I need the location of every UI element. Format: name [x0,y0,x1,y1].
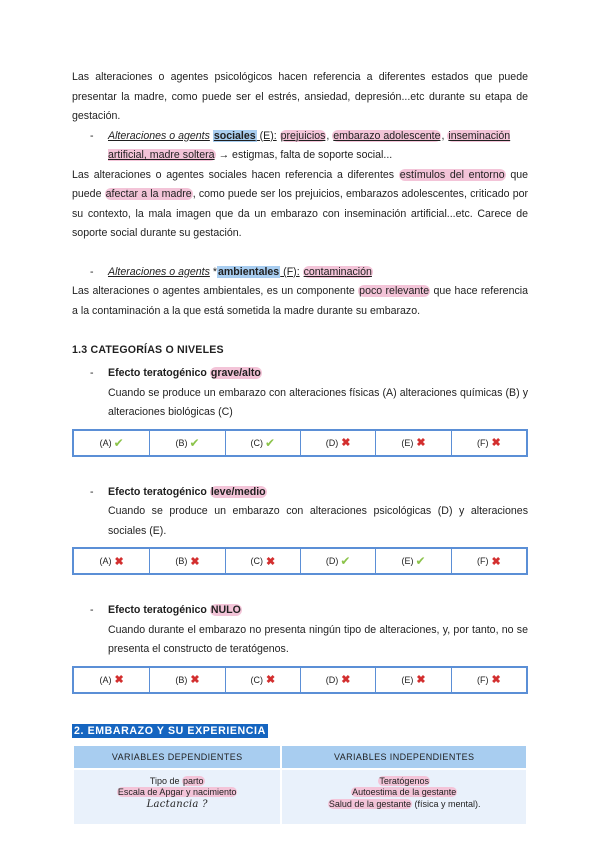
bullet-dash: - [90,129,94,142]
ambientales-keyword: ambientales [217,265,280,278]
cross-icon: ✖ [265,555,276,568]
agent-cell [225,431,300,455]
highlight: Teratógenos [379,775,429,786]
cross-icon: ✖ [341,437,351,449]
agent-label: (D) [325,556,339,566]
bullet-dash: - [90,604,94,616]
dependientes-cell: Tipo de parto Escala de Apgar y nacimiento Lactancia ? [74,770,280,824]
cross-icon: ✖ [491,437,501,449]
agent-label: (E) [401,674,414,685]
agent-cell [300,549,375,573]
agent-cell [451,549,526,573]
agent-label: (C) [250,556,263,566]
level-description: Cuando se produce un embarazo con alteraciones físicas (A) alteraciones químicas (B) y alteraciones biológicas (C) [108,386,528,418]
section-2-title: 2. EMBARAZO Y SU EXPERIENCIA [74,724,266,737]
agent-cell [375,549,450,573]
check-icon: ✔ [265,435,276,450]
sociales-item: prejuicios [280,129,326,142]
sociales-code: (E): [256,129,277,142]
agent-cell [300,668,375,692]
sociales-bullet: - Alteraciones o agents sociales (E): prejuicios, embarazo adolescente, inseminación artificial, madre soltera → estigmas, falta de soporte social... [72,127,528,166]
document-page [72,68,528,826]
col-dependientes-header: VARIABLES DEPENDIENTES [74,746,280,768]
highlight: Autoestima de la gestante [352,787,457,797]
cross-icon: ✖ [491,555,501,568]
agent-label: (A) [99,674,112,685]
severity-label: leve/medio [210,485,266,498]
agent-cell [451,668,526,692]
agent-cell [149,549,224,573]
check-icon: ✔ [189,435,200,450]
bullet-dash: - [90,485,94,498]
agent-cell [375,668,450,692]
agent-label: (B) [175,556,188,566]
check-icon: ✔ [415,554,426,568]
sociales-item: inseminación artificial, madre soltera [108,129,511,161]
independientes-cell: Teratógenos Autoestima de la gestante Salud de la gestante (física y mental). [282,770,526,824]
severity-label: NULO [210,604,241,616]
agent-cell [149,431,224,455]
agent-label: (B) [175,674,188,685]
agent-label: (C) [250,674,263,685]
agent-label: (A) [99,437,112,448]
agent-grid [72,666,528,694]
level-nulo: - Efecto teratogénico NULO Cuando durante el embarazo no presenta ningún tipo de alteraciones, y, por tanto, no se presenta el constructo de teratógenos. (A) ✖ (B) ✖ (C) ✖ (D) ✖ (E) ✖ (F) ✖ [72,601,528,694]
handwritten-note: Lactancia ? [146,798,208,810]
agent-cell [225,668,300,692]
section-13-title: 1.3 CATEGORÍAS O NIVELES [72,344,224,356]
agent-grid [72,547,528,575]
agent-label: (D) [325,674,339,685]
agent-label: (F) [476,556,489,566]
agent-label: (C) [250,437,264,448]
ambientales-mark: * [212,265,217,278]
cross-icon: ✖ [265,674,276,686]
agent-label: (B) [175,437,188,448]
highlight: Salud de la gestante [328,798,411,809]
agent-cell [375,431,450,455]
agent-cell [74,431,149,455]
agent-label: (E) [401,556,414,566]
highlight: parto [183,775,204,786]
agent-label: (D) [325,437,339,448]
ambientales-item: contaminación [303,265,372,278]
level-description: Cuando se produce un embarazo con alteraciones psicológicas (D) y alteraciones sociales (E). [108,505,528,537]
cross-icon: ✖ [114,674,124,686]
cross-icon: ✖ [190,555,200,568]
ambientales-code: (F): [280,265,300,278]
highlight: Escala de Apgar y nacimiento [117,787,237,797]
cross-icon: ✖ [416,437,426,449]
cross-icon: ✖ [416,674,426,686]
bullet-dash: - [90,367,94,379]
highlight: afectar a la madre [105,188,192,200]
agent-label: (A) [99,556,112,566]
highlight: estímulos del entorno [399,168,505,181]
agent-cell [451,431,526,455]
sociales-keyword: sociales [213,129,256,142]
variables-table [72,744,528,826]
sociales-paragraph: Las alteraciones o agentes sociales hacen referencia a diferentes estímulos del entorno que puede afectar a la madre, como puede ser los prejuicios, embarazos adolescentes, criticado por su contexto, la mala imagen que da un embarazo con inseminación artificial...etc. Carece de soporte social durante su gestación. [72,168,528,239]
cross-icon: ✖ [190,674,200,686]
level-leve: - Efecto teratogénico leve/medio Cuando se produce un embarazo con alteraciones psicológicas (D) y alteraciones sociales (E). (A) ✖ (B) ✖ (C) ✖ (D) ✔ (E) ✔ (F) ✖ [72,483,528,576]
level-description: Cuando durante el embarazo no presenta ningún tipo de alteraciones, y, por tanto, no se presenta el constructo de teratógenos. [108,623,528,655]
agent-label: (F) [476,674,489,685]
agent-cell [225,549,300,573]
check-icon: ✔ [340,554,351,568]
ambientales-paragraph: Las alteraciones o agentes ambientales, es un componente poco relevante que hace referencia a la contaminación a la que está sometida la madre durante su embarazo. [72,285,528,317]
sociales-item: embarazo adolescente [333,129,441,142]
check-icon: ✔ [113,435,124,450]
level-grave: - Efecto teratogénico grave/alto Cuando se produce un embarazo con alteraciones físicas (A) alteraciones químicas (B) y alteraciones biológicas (C) (A) ✔ (B) ✔ (C) ✔ (D) ✖ (E) ✖ (F) ✖ [72,364,528,457]
col-independientes-header: VARIABLES INDEPENDIENTES [282,746,526,768]
agent-grid [72,429,528,457]
highlight: poco relevante [359,285,430,297]
agent-cell [74,668,149,692]
ambientales-bullet [72,263,528,283]
agent-cell [300,431,375,455]
ambientales-label: Alteraciones o agents [108,265,210,278]
agent-label: (E) [401,437,414,448]
psico-paragraph: Las alteraciones o agentes psicológicos hacen referencia a diferentes estados que puede presentar la madre, como puede ser el estrés, ansiedad, depresión...etc durante su etapa de gestación. [72,71,528,122]
sociales-after: → estigmas, falta de soporte social... [215,149,393,161]
agent-label: (F) [476,437,489,448]
sociales-label: Alteraciones o agents [108,129,210,142]
agent-cell [74,549,149,573]
cross-icon: ✖ [114,555,124,568]
agent-cell [149,668,224,692]
cross-icon: ✖ [341,674,351,686]
severity-label: grave/alto [210,367,261,379]
cross-icon: ✖ [491,674,501,686]
bullet-dash: - [90,265,94,278]
